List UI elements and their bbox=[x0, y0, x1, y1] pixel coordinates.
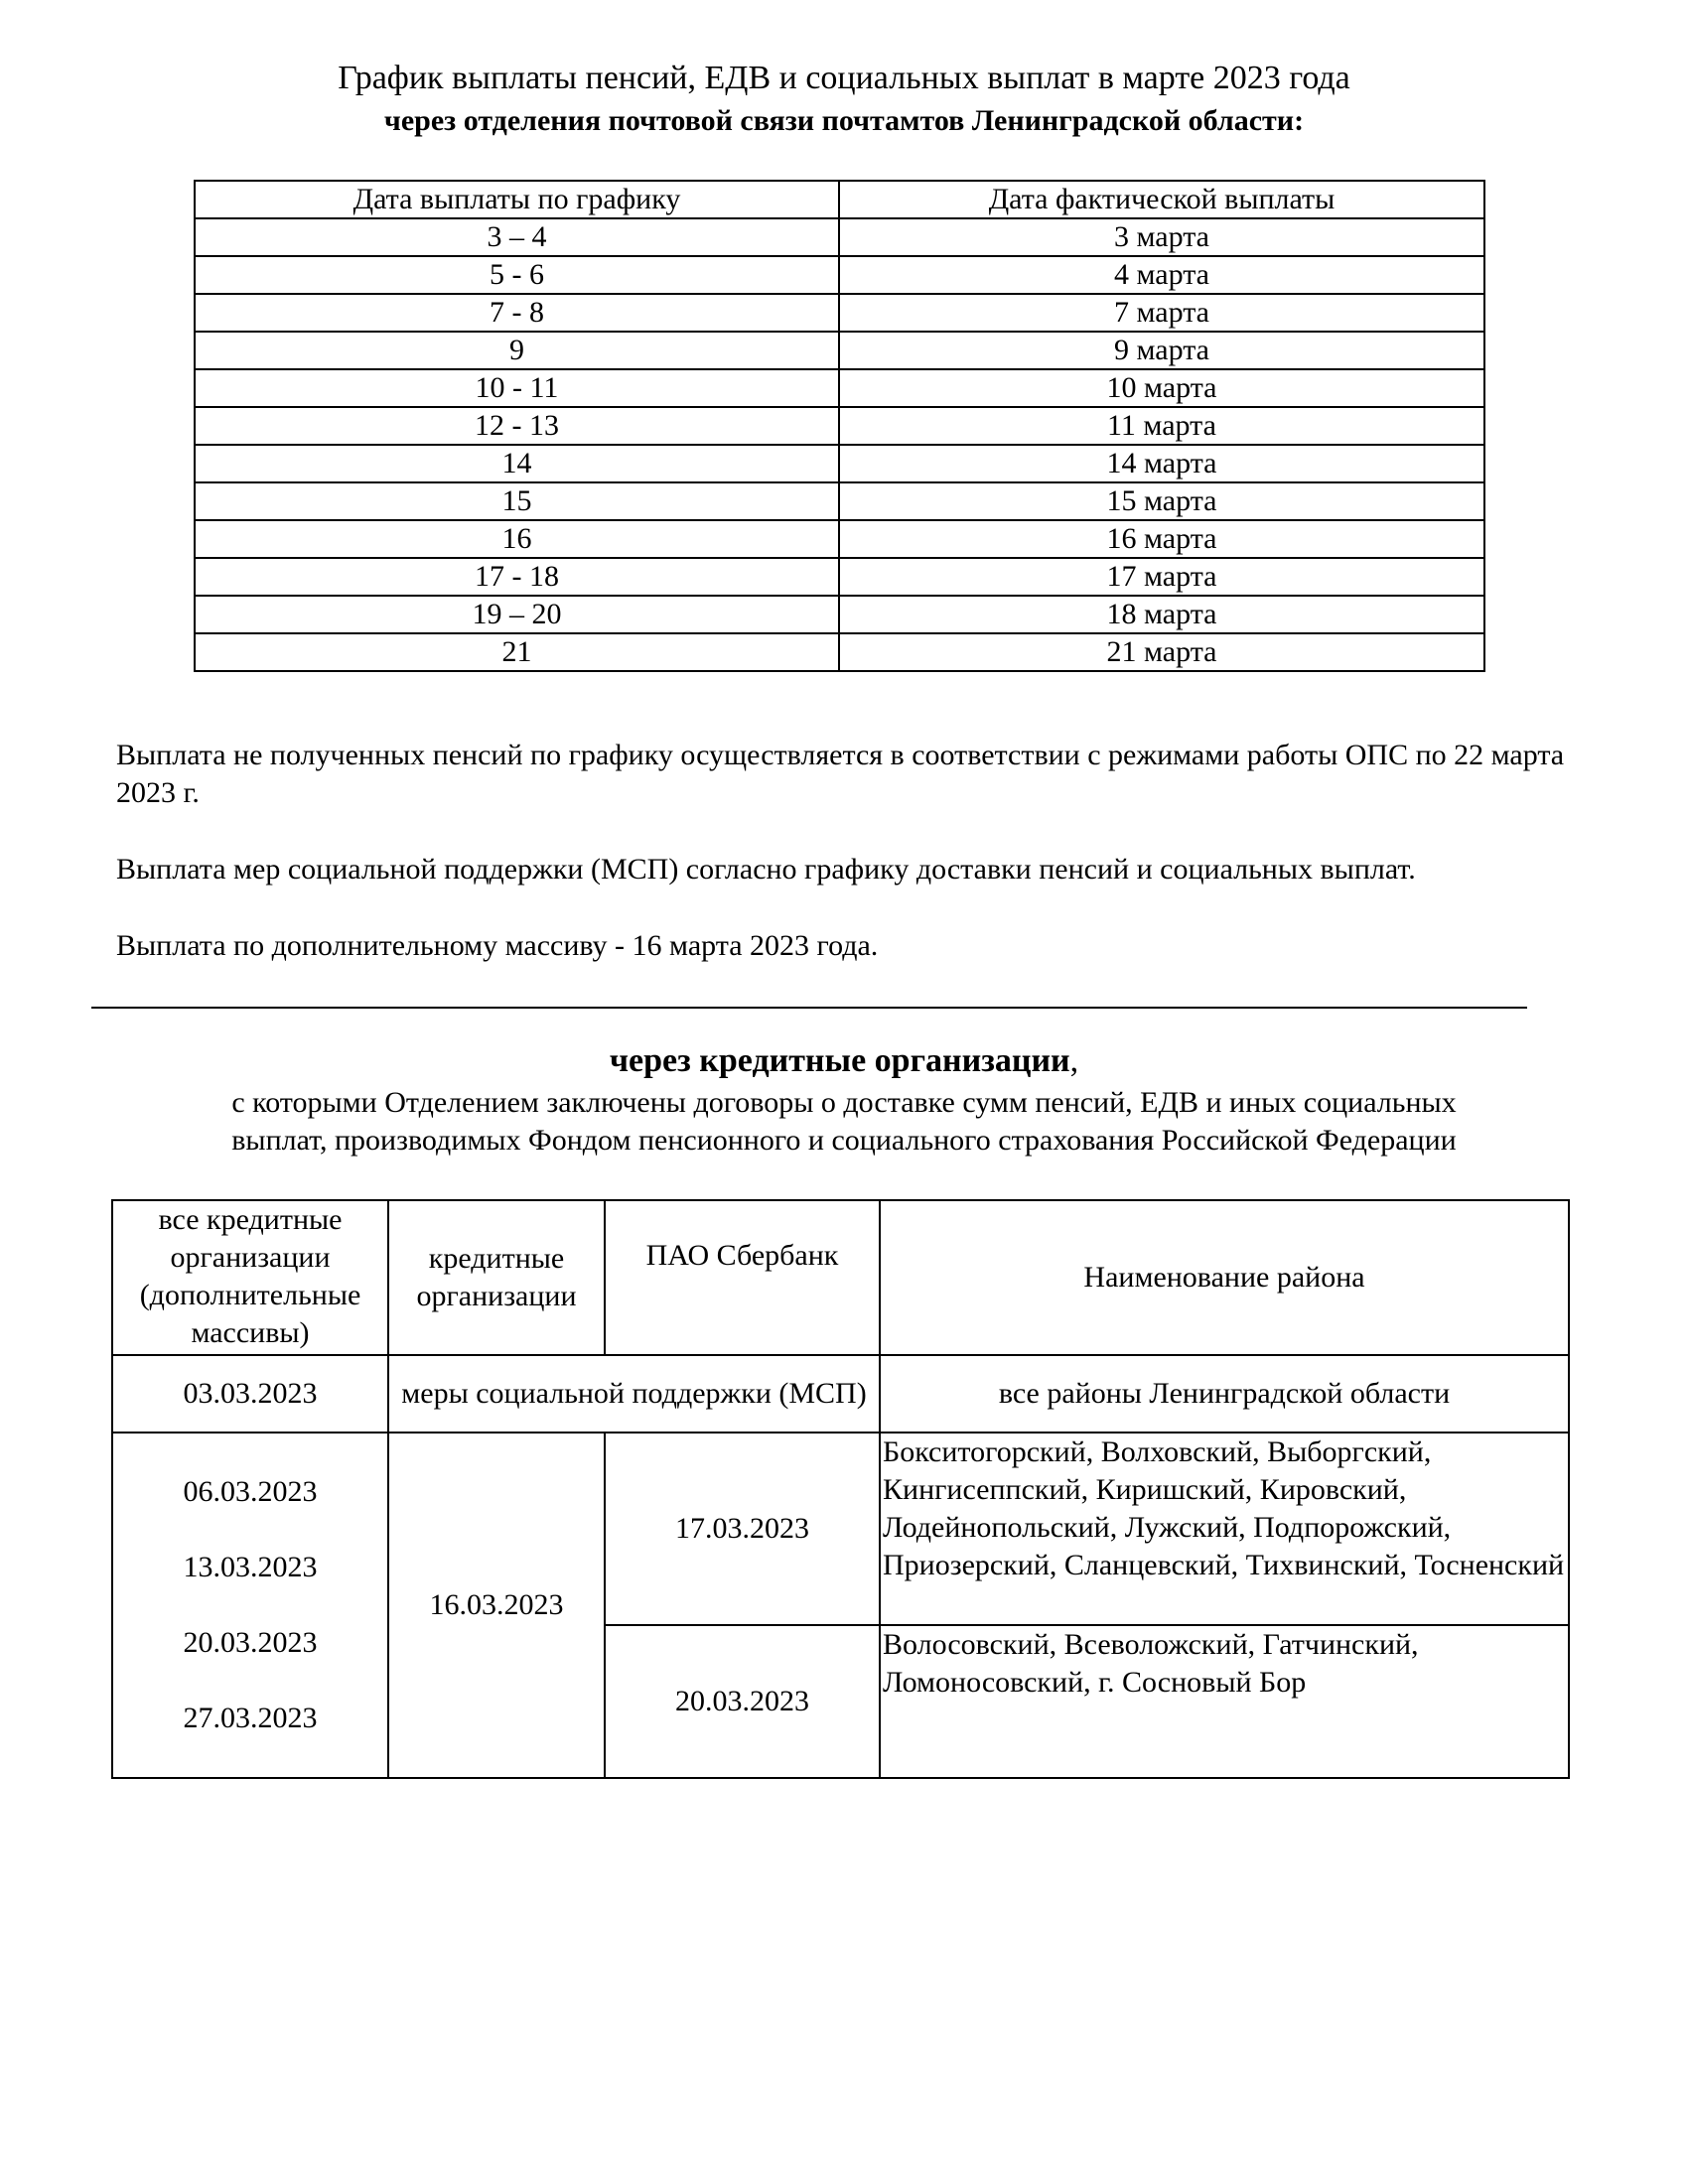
page-subtitle: через отделения почтовой связи почтамтов Ленинградской области: bbox=[383, 104, 1305, 137]
scheduled-date-cell: 14 bbox=[195, 445, 839, 482]
additional-dates-cell bbox=[112, 1433, 388, 1778]
scheduled-date-cell: 10 - 11 bbox=[195, 369, 839, 407]
additional-date: 13.03.2023 bbox=[183, 1551, 318, 1583]
msp-label: меры социальной поддержки (МСП) bbox=[388, 1355, 880, 1433]
scheduled-date-cell: 17 - 18 bbox=[195, 558, 839, 596]
table-row bbox=[195, 407, 1484, 445]
credit-description-line-1: с которыми Отделением заключены договоры о доставке сумм пенсий, ЕДВ и иных социальных bbox=[231, 1086, 1457, 1119]
table-row bbox=[195, 520, 1484, 558]
scheduled-date-cell: 21 bbox=[195, 633, 839, 671]
credit-orgs-table bbox=[111, 1199, 1570, 1779]
scheduled-date-cell: 12 - 13 bbox=[195, 407, 839, 445]
table-header-row bbox=[112, 1200, 1569, 1355]
note-additional-array: Выплата по дополнительному массиву - 16 марта 2023 года. bbox=[116, 929, 879, 962]
table-header-row bbox=[195, 181, 1484, 218]
actual-date-cell: 11 марта bbox=[839, 407, 1484, 445]
page-title: График выплаты пенсий, ЕДВ и социальных выплат в марте 2023 года bbox=[338, 60, 1350, 96]
actual-date-cell: 4 марта bbox=[839, 256, 1484, 294]
scheduled-date-cell: 3 – 4 bbox=[195, 218, 839, 256]
table-row bbox=[195, 369, 1484, 407]
scheduled-date-cell: 15 bbox=[195, 482, 839, 520]
actual-date-cell: 18 марта bbox=[839, 596, 1484, 633]
actual-date-cell: 16 марта bbox=[839, 520, 1484, 558]
actual-date-cell: 9 марта bbox=[839, 332, 1484, 369]
additional-date: 20.03.2023 bbox=[183, 1626, 318, 1659]
additional-date: 06.03.2023 bbox=[183, 1475, 318, 1508]
actual-date-cell: 3 марта bbox=[839, 218, 1484, 256]
actual-date-cell: 15 марта bbox=[839, 482, 1484, 520]
credit-description-line-2: выплат, производимых Фондом пенсионного и социального страхования Российской Федерации bbox=[231, 1124, 1457, 1157]
table-row bbox=[195, 558, 1484, 596]
sberbank-date: 17.03.2023 bbox=[605, 1433, 880, 1625]
header-all-credit-orgs: все кредитные организации (дополнительные массивы) bbox=[112, 1200, 388, 1355]
actual-date-cell: 10 марта bbox=[839, 369, 1484, 407]
district-list: Бокситогорский, Волховский, Выборгский, Кингисеппский, Киришский, Кировский, Лодейнопольский, Лужский, Подпорожский, Приозерский, Сланцевский, Тихвинский, Тосненский bbox=[880, 1433, 1569, 1625]
actual-date-cell: 17 марта bbox=[839, 558, 1484, 596]
header-sberbank: ПАО Сбербанк bbox=[605, 1200, 880, 1355]
actual-date-cell: 7 марта bbox=[839, 294, 1484, 332]
scheduled-date-cell: 5 - 6 bbox=[195, 256, 839, 294]
credit-title-bold: через кредитные организации bbox=[609, 1042, 1070, 1079]
scheduled-date-cell: 7 - 8 bbox=[195, 294, 839, 332]
table-row bbox=[112, 1433, 1569, 1625]
note-msp: Выплата мер социальной поддержки (МСП) согласно графику доставки пенсий и социальных выплат. bbox=[116, 853, 1416, 886]
scheduled-date-cell: 9 bbox=[195, 332, 839, 369]
credit-title-comma: , bbox=[1069, 1042, 1079, 1079]
header-credit-orgs: кредитные организации bbox=[388, 1200, 605, 1355]
sberbank-date: 20.03.2023 bbox=[605, 1625, 880, 1778]
table-row bbox=[195, 294, 1484, 332]
table-row bbox=[195, 596, 1484, 633]
credit-section-title bbox=[0, 1040, 1688, 1082]
section-divider bbox=[91, 1007, 1527, 1009]
msp-date: 03.03.2023 bbox=[112, 1355, 388, 1433]
msp-districts: все районы Ленинградской области bbox=[880, 1355, 1569, 1433]
table-row bbox=[195, 218, 1484, 256]
post-schedule-table bbox=[194, 180, 1485, 672]
scheduled-date-cell: 16 bbox=[195, 520, 839, 558]
header-district-name: Наименование района bbox=[880, 1200, 1569, 1355]
table-row bbox=[195, 332, 1484, 369]
header-scheduled-date: Дата выплаты по графику bbox=[195, 181, 839, 218]
table-row bbox=[195, 482, 1484, 520]
note-unpaid-pensions: Выплата не полученных пенсий по графику осуществляется в соответствии с режимами работы ОПС по 22 марта 2023 г. bbox=[116, 739, 1565, 809]
actual-date-cell: 14 марта bbox=[839, 445, 1484, 482]
table-row bbox=[195, 633, 1484, 671]
msp-row bbox=[112, 1355, 1569, 1433]
scheduled-date-cell: 19 – 20 bbox=[195, 596, 839, 633]
table-row bbox=[195, 256, 1484, 294]
credit-section-description bbox=[0, 1084, 1688, 1160]
header-actual-date: Дата фактической выплаты bbox=[839, 181, 1484, 218]
credit-orgs-date: 16.03.2023 bbox=[388, 1433, 605, 1778]
actual-date-cell: 21 марта bbox=[839, 633, 1484, 671]
table-row bbox=[195, 445, 1484, 482]
additional-date: 27.03.2023 bbox=[183, 1702, 318, 1734]
district-list: Волосовский, Всеволожский, Гатчинский, Ломоносовский, г. Сосновый Бор bbox=[880, 1625, 1569, 1778]
